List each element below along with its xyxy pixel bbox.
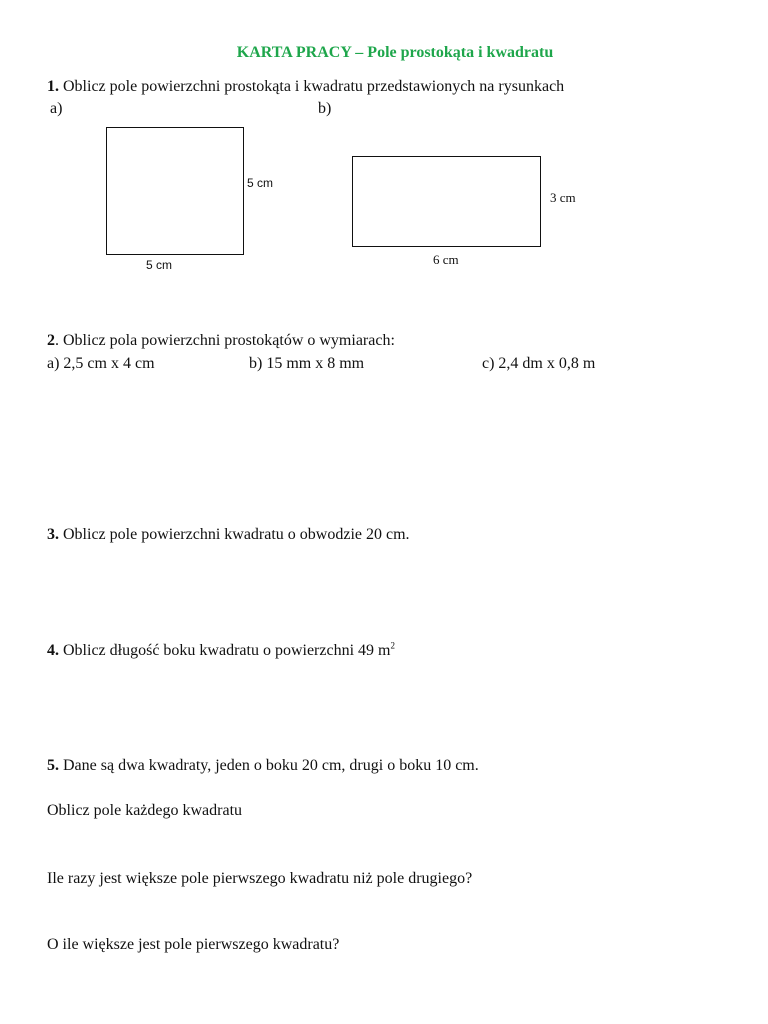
question-5-number: 5. [47, 757, 59, 774]
question-2-text: . Oblicz pola powierzchni prostokątów o wymiarach: [55, 332, 395, 349]
question-5-text: Dane są dwa kwadraty, jeden o boku 20 cm, drugi o boku 10 cm. [59, 757, 479, 774]
question-2-item-b: b) 15 mm x 8 mm [249, 355, 365, 372]
square-figure [106, 127, 244, 255]
rectangle-side-label: 3 cm [550, 190, 576, 205]
figure-b-label: b) [318, 100, 332, 117]
question-3-number: 3. [47, 526, 59, 543]
rectangle-figure [352, 156, 541, 247]
question-4 [47, 642, 395, 660]
square-bottom-label: 5 cm [146, 258, 173, 272]
question-4-exponent: 2 [390, 640, 395, 651]
question-5-line-3: O ile większe jest pole pierwszego kwadratu? [47, 936, 340, 953]
question-5-line-2: Ile razy jest większe pole pierwszego kwadratu niż pole drugiego? [47, 870, 473, 887]
question-1-number: 1. [47, 78, 59, 95]
question-4-text: Oblicz długość boku kwadratu o powierzchni 49 m [59, 642, 391, 659]
question-2-number: 2 [47, 332, 55, 349]
question-2-item-a: a) 2,5 cm x 4 cm [47, 355, 155, 372]
rectangle-bottom-label: 6 cm [433, 252, 459, 267]
question-1 [47, 78, 564, 96]
worksheet-title: KARTA PRACY – Pole prostokąta i kwadratu [236, 44, 554, 61]
figure-a-label: a) [50, 100, 63, 117]
question-1-text: Oblicz pole powierzchni prostokąta i kwadratu przedstawionych na rysunkach [59, 78, 565, 95]
question-5 [47, 757, 479, 775]
question-4-number: 4. [47, 642, 59, 659]
square-side-label: 5 cm [247, 176, 274, 190]
question-5-line-1: Oblicz pole każdego kwadratu [47, 802, 243, 819]
question-2 [47, 332, 395, 350]
question-2-item-c: c) 2,4 dm x 0,8 m [482, 355, 596, 372]
question-3-text: Oblicz pole powierzchni kwadratu o obwodzie 20 cm. [59, 526, 410, 543]
question-3 [47, 526, 410, 544]
